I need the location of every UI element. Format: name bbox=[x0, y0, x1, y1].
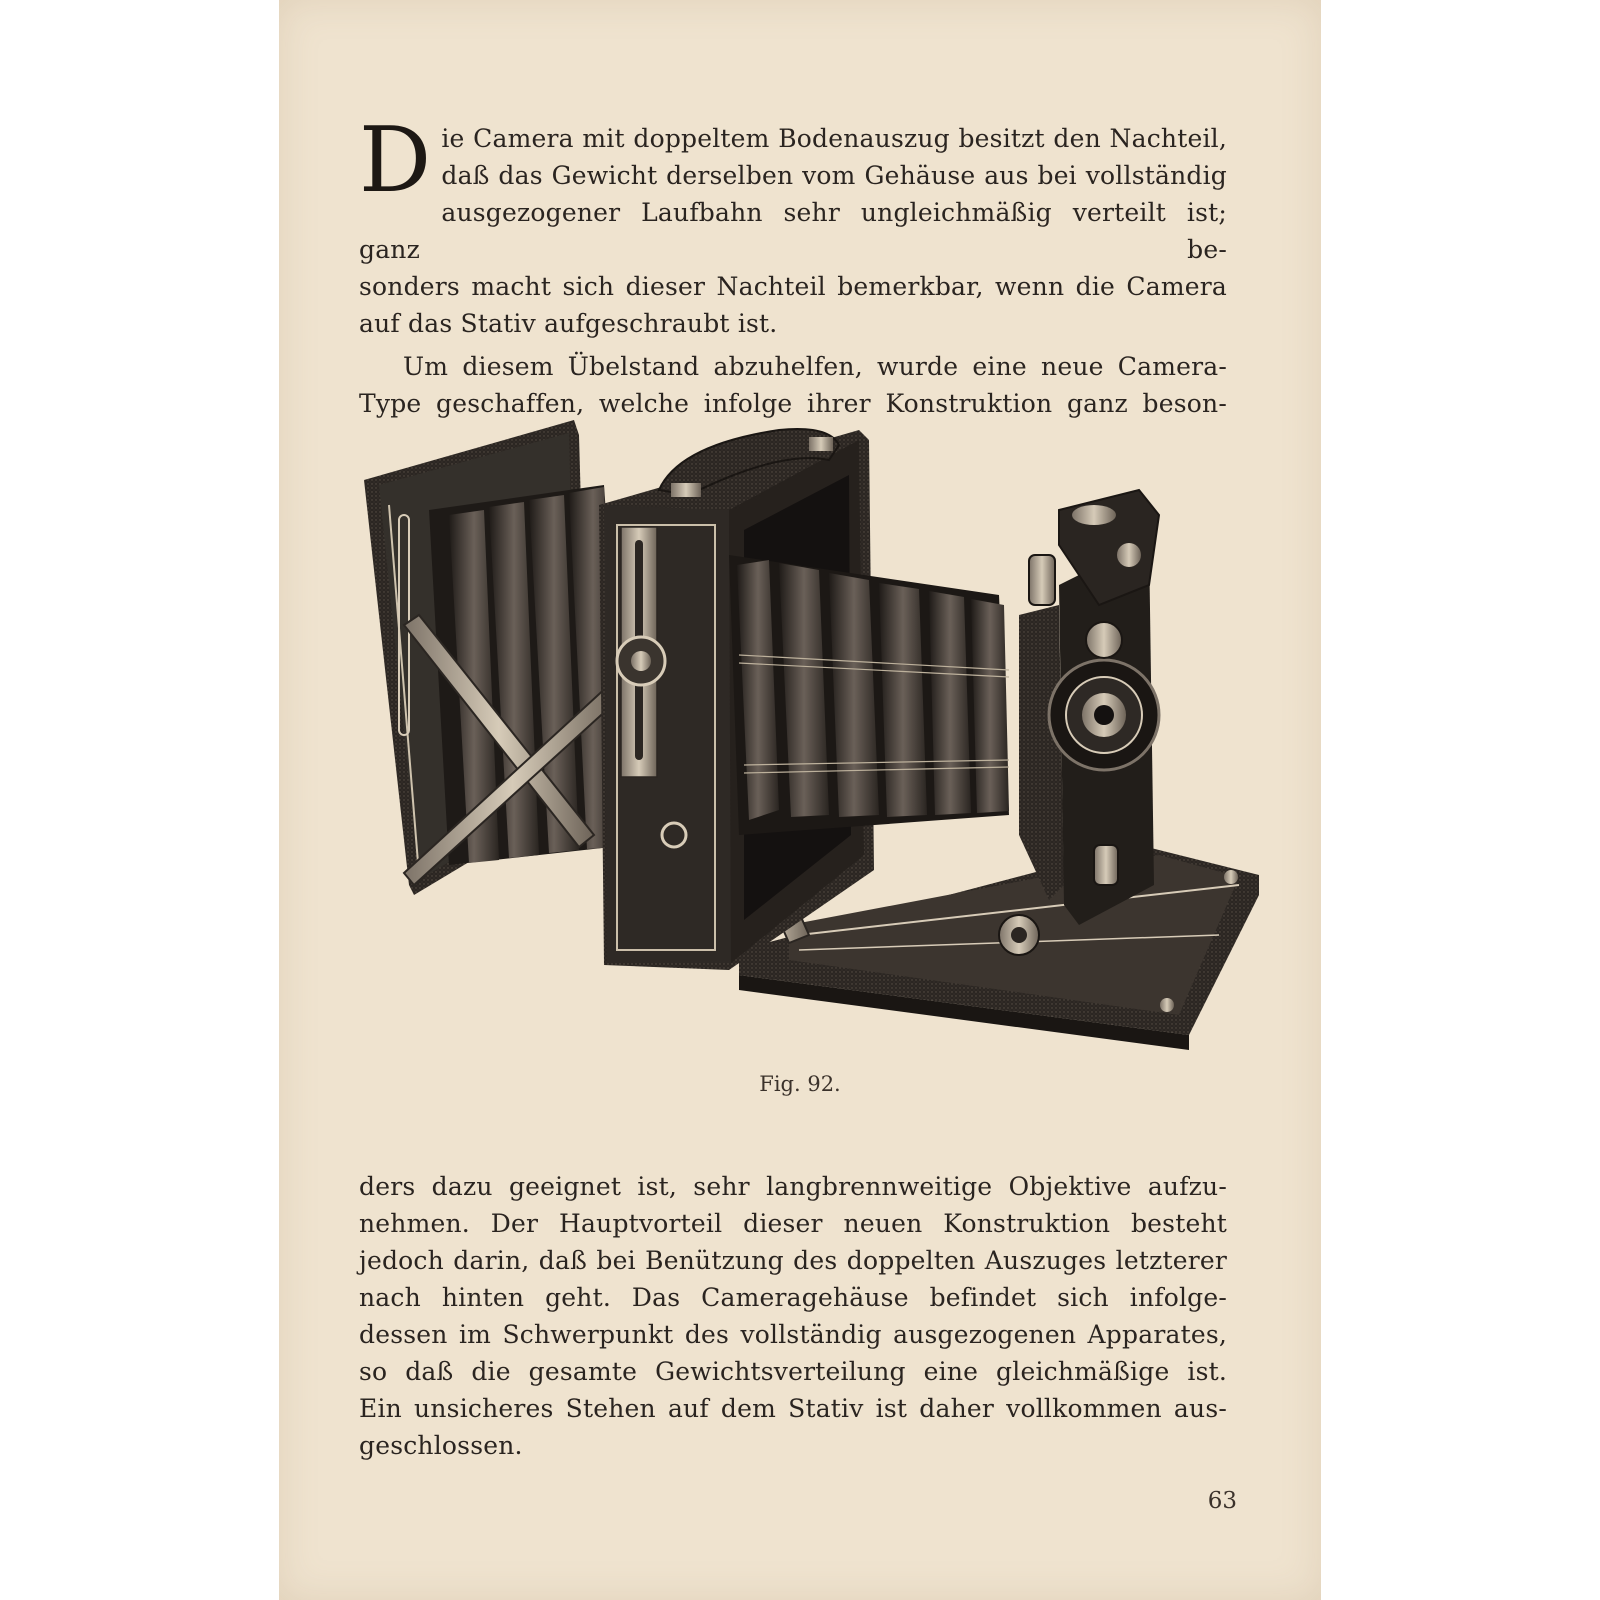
text-line: ders dazu geeignet ist, sehr langbrennweitige Objektive aufzu- bbox=[359, 1172, 1227, 1201]
text-line: nach hinten geht. Das Cameragehäuse befindet sich infolge- bbox=[359, 1283, 1227, 1312]
text-line: nehmen. Der Hauptvorteil dieser neuen Konstruktion besteht bbox=[359, 1209, 1227, 1238]
camera-illustration bbox=[359, 415, 1279, 1055]
text-line: dessen im Schwerpunkt des vollständig ausgezogenen Apparates, bbox=[359, 1320, 1227, 1349]
text-line: Ein unsicheres Stehen auf dem Stativ ist daher vollkommen aus- bbox=[359, 1394, 1227, 1423]
text-line: jedoch darin, daß bei Benützung des doppelten Auszuges letzterer bbox=[359, 1246, 1227, 1275]
text-line: ie Camera mit doppeltem Bodenauszug besitzt den Nachteil, bbox=[441, 124, 1227, 153]
text-line: Um diesem Übelstand abzuhelfen, wurde eine neue Camera- bbox=[403, 352, 1227, 381]
drop-cap: D bbox=[359, 108, 432, 213]
front-bellows bbox=[729, 555, 1009, 835]
text-line: auf das Stativ aufgeschraubt ist. bbox=[359, 309, 778, 338]
text-line: so daß die gesamte Gewichtsverteilung eine gleichmäßige ist. bbox=[359, 1357, 1227, 1386]
figure-caption: Fig. 92. bbox=[759, 1072, 841, 1096]
text-line: daß das Gewicht derselben vom Gehäuse aus bei vollständig bbox=[441, 161, 1227, 190]
paragraph-1 bbox=[359, 108, 1227, 422]
text-line: ausgezogener Laufbahn sehr ungleichmäßig verteilt ist; ganz be- bbox=[359, 198, 1227, 264]
page-number: 63 bbox=[1207, 1488, 1237, 1514]
paragraph-3 bbox=[359, 1168, 1227, 1464]
book-page bbox=[279, 0, 1321, 1600]
text-line: sonders macht sich dieser Nachteil bemerkbar, wenn die Camera bbox=[359, 272, 1227, 301]
text-line: geschlossen. bbox=[359, 1431, 523, 1460]
text-line: Type geschaffen, welche infolge ihrer Konstruktion ganz beson- bbox=[359, 389, 1227, 418]
